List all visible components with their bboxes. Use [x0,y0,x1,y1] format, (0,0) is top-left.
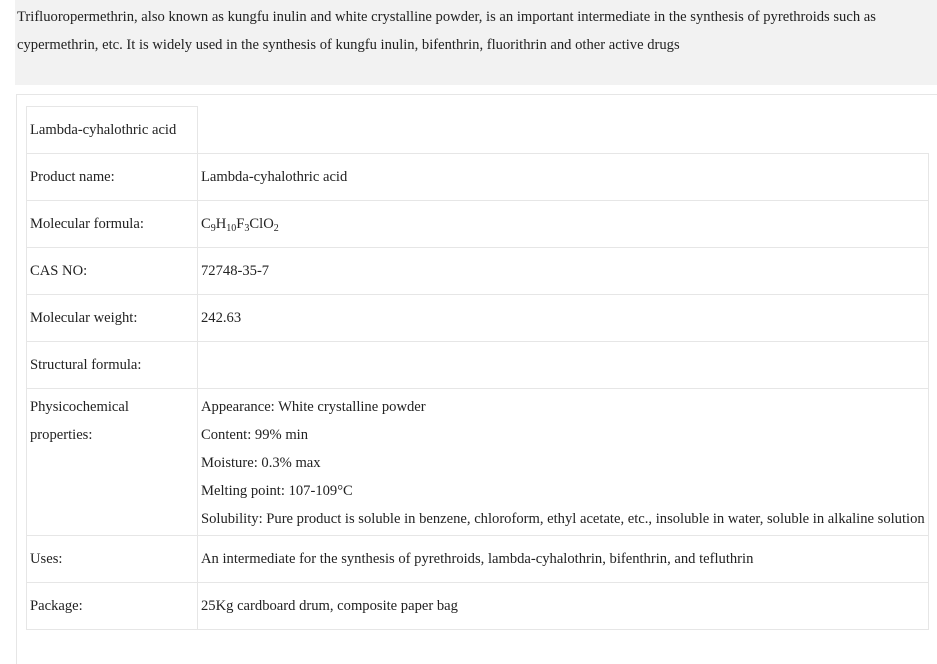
physicochemical-label: Physicochemical properties: [27,389,198,536]
cas-value: 72748-35-7 [198,248,929,295]
physicochemical-values [198,389,929,536]
property-line: Melting point: 107-109°C [201,483,353,499]
molecular-formula-value [198,201,929,248]
molecular-weight-label: Molecular weight: [27,295,198,342]
structural-formula-value [198,342,929,389]
package-label: Package: [27,583,198,630]
cas-label: CAS NO: [27,248,198,295]
formula-part: H [215,216,227,232]
formula-subscript: 2 [273,223,279,234]
property-line: Appearance: White crystalline powder [201,399,426,415]
property-line: Content: 99% min [201,427,309,443]
uses-label: Uses: [27,536,198,583]
formula-part: C [201,216,211,232]
table-row [27,342,929,389]
table-row [27,295,929,342]
product-spec-card [16,94,937,664]
molecular-weight-value: 242.63 [198,295,929,342]
intro-paragraph: Trifluoropermethrin, also known as kungfu inulin and white crystalline powder, is an important intermediate in the synthesis of pyrethroids such as cypermethrin, etc. It is widely used in the synthesis of kungfu inulin, bifenthrin, fluorithrin and other active drugs [15,0,937,85]
product-name-value: Lambda-cyhalothric acid [198,154,929,201]
formula-part: ClO [249,216,274,232]
table-row [27,536,929,583]
molecular-formula-label: Molecular formula: [27,201,198,248]
uses-value: An intermediate for the synthesis of pyrethroids, lambda-cyhalothrin, bifenthrin, and tefluthrin [198,536,929,583]
formula-subscript: 10 [226,223,237,234]
formula-subscript: 3 [244,223,250,234]
table-row [27,201,929,248]
package-value: 25Kg cardboard drum, composite paper bag [198,583,929,630]
table-title-spacer [198,107,929,154]
table-row [27,389,929,536]
property-line: Solubility: Pure product is soluble in benzene, chloroform, ethyl acetate, etc., insoluble in water, soluble in alkaline solution [201,511,925,527]
formula-subscript: 9 [210,223,216,234]
property-line: Moisture: 0.3% max [201,455,321,471]
table-title: Lambda-cyhalothric acid [27,107,198,154]
table-row [27,154,929,201]
table-row [27,248,929,295]
spec-table [26,106,929,630]
structural-formula-label: Structural formula: [27,342,198,389]
product-name-label: Product name: [27,154,198,201]
table-row [27,583,929,630]
formula-part: F [236,216,245,232]
table-row [27,107,929,154]
